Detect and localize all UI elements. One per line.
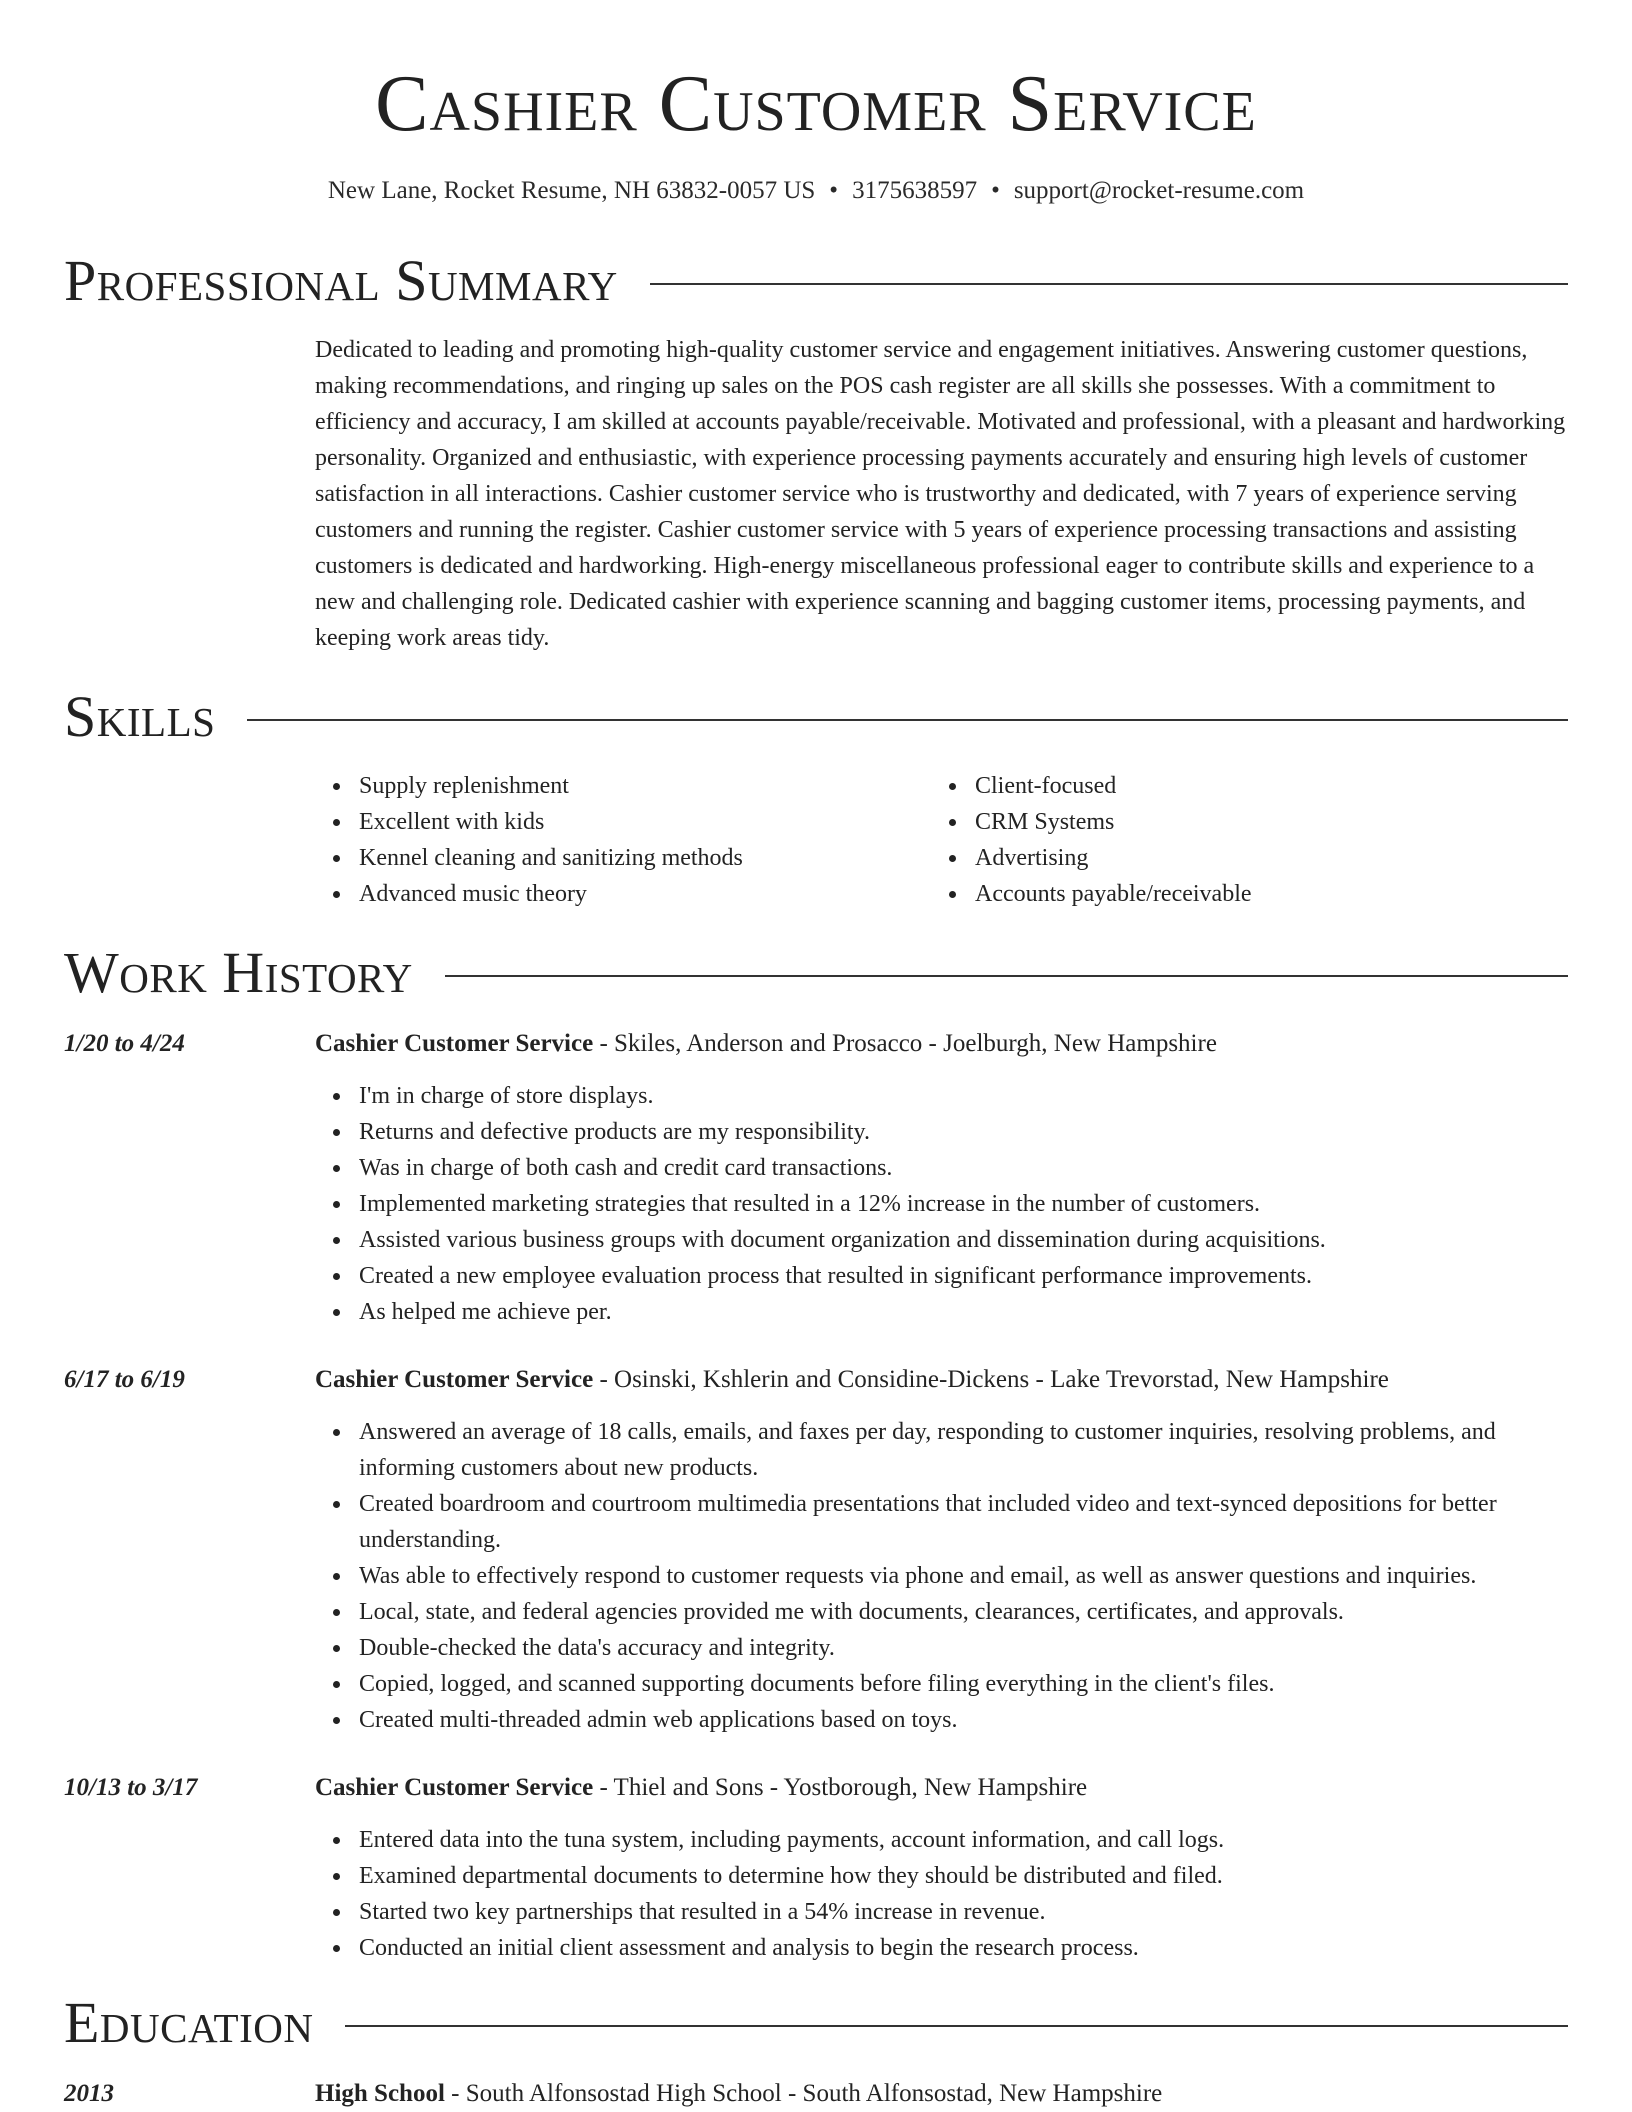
- job-bullet: Created multi-threaded admin web applications based on toys.: [359, 1702, 1568, 1738]
- skill-item: Client-focused: [975, 768, 1547, 804]
- section-divider: [650, 283, 1568, 285]
- job-bullet: Copied, logged, and scanned supporting documents before filing everything in the client's files.: [359, 1666, 1568, 1702]
- section-divider: [445, 975, 1568, 977]
- job-title: Cashier Customer Service: [315, 1030, 594, 1057]
- education-heading: [315, 2076, 1568, 2112]
- job-entry: [64, 1362, 1568, 1738]
- job-bullet: Assisted various business groups with document organization and dissemination during acquisitions.: [359, 1222, 1568, 1258]
- skills-list-left: [315, 768, 931, 912]
- section-divider: [345, 2025, 1568, 2027]
- job-bullets: [315, 1822, 1568, 1966]
- contact-email: support@rocket-resume.com: [1013, 177, 1305, 204]
- job-heading: [315, 1362, 1568, 1398]
- job-bullet: Answered an average of 18 calls, emails, and faxes per day, responding to customer inquiries, resolving problems, and informing customers about new products.: [359, 1414, 1568, 1486]
- job-bullet: Was able to effectively respond to customer requests via phone and email, as well as answer questions and inquiries.: [359, 1558, 1568, 1594]
- skill-item: Advanced music theory: [359, 876, 931, 912]
- job-bullet: Implemented marketing strategies that resulted in a 12% increase in the number of customers.: [359, 1186, 1568, 1222]
- job-employer: - Osinski, Kshlerin and Considine-Dickens - Lake Trevorstad, New Hampshire: [593, 1366, 1389, 1393]
- summary-section-title: Professional Summary: [64, 248, 618, 313]
- contact-separator: •: [829, 177, 839, 204]
- section-divider: [247, 719, 1568, 721]
- job-bullet: Double-checked the data's accuracy and integrity.: [359, 1630, 1568, 1666]
- skill-item: Kennel cleaning and sanitizing methods: [359, 840, 931, 876]
- skill-item: Supply replenishment: [359, 768, 931, 804]
- contact-phone: 3175638597: [852, 177, 978, 204]
- contact-line: [64, 174, 1568, 208]
- contact-separator: •: [991, 177, 1000, 204]
- work-section-title: Work History: [64, 940, 413, 1005]
- job-bullet: Entered data into the tuna system, including payments, account information, and call logs.: [359, 1822, 1568, 1858]
- job-employer: - Thiel and Sons - Yostborough, New Hampshire: [593, 1774, 1088, 1801]
- contact-address: New Lane, Rocket Resume, NH 63832-0057 US: [327, 177, 816, 204]
- job-bullets: [315, 1078, 1568, 1330]
- job-dates: 10/13 to 3/17: [64, 1774, 198, 1801]
- summary-text: Dedicated to leading and promoting high-quality customer service and engagement initiatives. Answering customer questions, making recommendations, and ringing up sales on the POS cash register are all skills she possesses. With a commitment to efficiency and accuracy, I am skilled at accounts payable/receivable. Motivated and professional, with a pleasant and hardworking personality. Organized and enthusiastic, with experience processing payments accurately and ensuring high levels of customer satisfaction in all interactions. Cashier customer service who is trustworthy and dedicated, with 7 years of experience serving customers and running the register. Cashier customer service with 5 years of experience processing transactions and assisting customers is dedicated and hardworking. High-energy miscellaneous professional eager to contribute skills and experience to a new and challenging role. Dedicated cashier with experience scanning and bagging customer items, processing payments, and keeping work areas tidy.: [315, 337, 1566, 651]
- education-entry: [64, 2076, 1568, 2112]
- job-bullet: Examined departmental documents to determine how they should be distributed and filed.: [359, 1858, 1568, 1894]
- job-bullet: Was in charge of both cash and credit card transactions.: [359, 1150, 1568, 1186]
- job-title: Cashier Customer Service: [315, 1774, 594, 1801]
- job-heading: [315, 1770, 1568, 1806]
- job-employer: - Skiles, Anderson and Prosacco - Joelburgh, New Hampshire: [593, 1030, 1217, 1057]
- job-bullet: Conducted an initial client assessment and analysis to begin the research process.: [359, 1930, 1568, 1966]
- job-bullet: Created boardroom and courtroom multimedia presentations that included video and text-synced depositions for better understanding.: [359, 1486, 1568, 1558]
- skill-item: Excellent with kids: [359, 804, 931, 840]
- summary-row: [64, 332, 1568, 656]
- resume-name: Cashier Customer Service: [375, 60, 1257, 148]
- education-section-header: [64, 1988, 1568, 2058]
- job-bullet: As helped me achieve per.: [359, 1294, 1568, 1330]
- skills-list-right: [931, 768, 1547, 912]
- job-dates: 1/20 to 4/24: [64, 1030, 185, 1057]
- education-year: 2013: [64, 2080, 114, 2107]
- skill-item: CRM Systems: [975, 804, 1547, 840]
- job-bullet: I'm in charge of store displays.: [359, 1078, 1568, 1114]
- job-bullet: Local, state, and federal agencies provided me with documents, clearances, certificates, and approvals.: [359, 1594, 1568, 1630]
- skills-grid: [64, 768, 1568, 912]
- job-bullet: Returns and defective products are my responsibility.: [359, 1114, 1568, 1150]
- education-school: - South Alfonsostad High School - South Alfonsostad, New Hampshire: [444, 2080, 1163, 2107]
- skills-section-header: [64, 682, 1568, 752]
- job-bullet: Created a new employee evaluation process that resulted in significant performance improvements.: [359, 1258, 1568, 1294]
- job-bullet: Started two key partnerships that resulted in a 54% increase in revenue.: [359, 1894, 1568, 1930]
- job-entry: [64, 1770, 1568, 1966]
- education-section-title: Education: [64, 1990, 314, 2055]
- work-section-header: [64, 938, 1568, 1008]
- job-dates: 6/17 to 6/19: [64, 1366, 185, 1393]
- skills-section-title: Skills: [64, 684, 216, 749]
- skill-item: Accounts payable/receivable: [975, 876, 1547, 912]
- job-bullets: [315, 1414, 1568, 1738]
- job-heading: [315, 1026, 1568, 1062]
- education-degree: High School: [315, 2080, 445, 2107]
- job-title: Cashier Customer Service: [315, 1366, 594, 1393]
- summary-section-header: [64, 246, 1568, 316]
- job-entry: [64, 1026, 1568, 1330]
- skill-item: Advertising: [975, 840, 1547, 876]
